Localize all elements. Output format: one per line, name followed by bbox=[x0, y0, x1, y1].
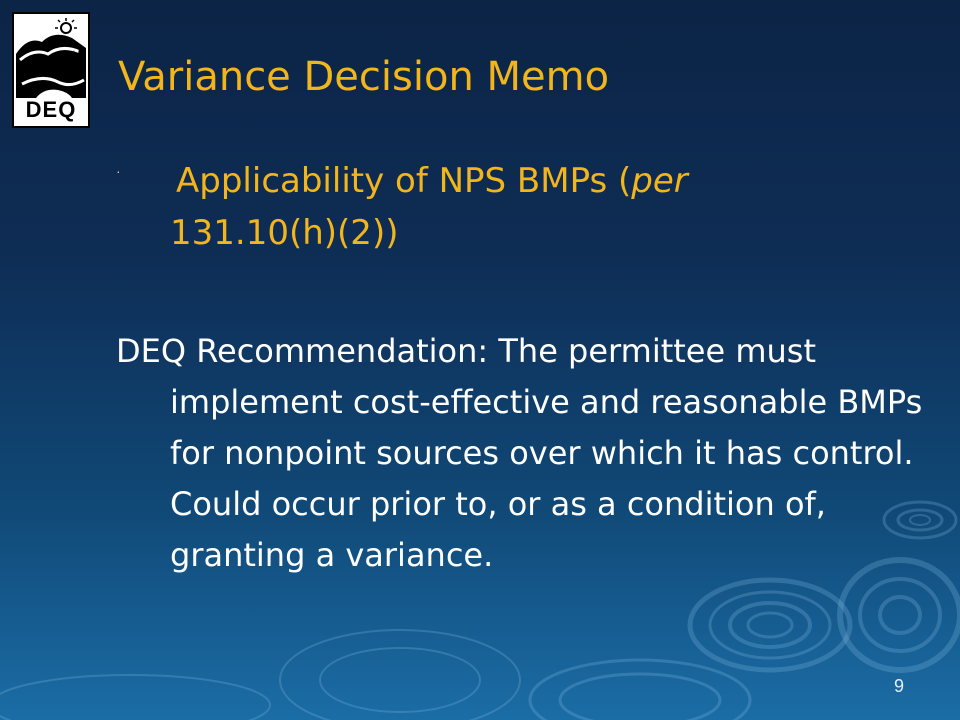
bullet-marker: · bbox=[116, 163, 121, 179]
deq-landscape-logo-icon bbox=[14, 14, 88, 98]
deq-logo-text: DEQ bbox=[25, 97, 77, 122]
bullet-text-part1: Applicability of NPS BMPs ( bbox=[176, 161, 632, 201]
deq-logo bbox=[12, 12, 90, 128]
bullet-text bbox=[170, 155, 816, 259]
slide-title: Variance Decision Memo bbox=[118, 54, 610, 100]
bullet-item bbox=[116, 155, 816, 259]
bullet-text-italic: per bbox=[631, 161, 688, 201]
bullet-text-part2: 131.10(h)(2)) bbox=[170, 213, 399, 253]
deq-recommendation-paragraph: DEQ Recommendation: The permittee must implement cost-effective and reasonable BMPs for nonpoint sources over which it has control. Could occur prior to, or as a condition of, granting a variance. bbox=[116, 332, 923, 574]
page-number: 9 bbox=[893, 676, 904, 696]
